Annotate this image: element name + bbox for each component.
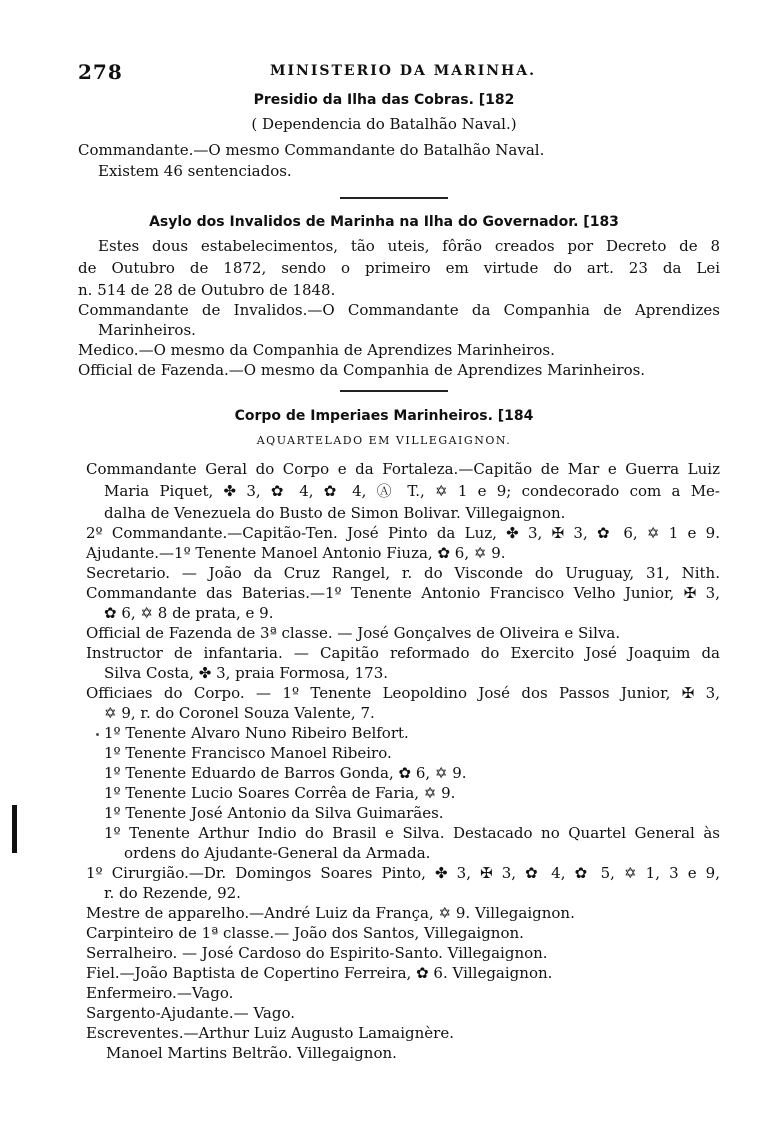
corpo-line: ordens do Ajudante-General da Armada. xyxy=(124,844,431,862)
corpo-line: Manoel Martins Beltrão. Villegaignon. xyxy=(106,1044,397,1062)
section-divider xyxy=(340,197,448,199)
corpo-line: 1º Tenente Francisco Manoel Ribeiro. xyxy=(104,744,392,762)
corpo-line: ✿ 6, ✡ 8 de prata, e 9. xyxy=(104,604,274,622)
presidio-sentenciados-line: Existem 46 sentenciados. xyxy=(98,162,292,180)
margin-mark xyxy=(12,805,17,853)
corpo-line: 1º Tenente Eduardo de Barros Gonda, ✿ 6, ✡ 9. xyxy=(104,764,467,782)
asylo-medico-line: Medico.—O mesmo da Companhia de Aprendizes Marinheiros. xyxy=(78,341,555,359)
corpo-line: Ajudante.—1º Tenente Manoel Antonio Fiuza, ✿ 6, ✡ 9. xyxy=(86,544,506,562)
corpo-line: Enfermeiro.—Vago. xyxy=(86,984,234,1002)
corpo-line: Commandante Geral do Corpo e da Fortaleza.—Capitão de Mar e Guerra Luiz xyxy=(86,460,720,478)
section-title-presidio: Presidio da Ilha das Cobras. [182 xyxy=(253,92,515,108)
corpo-line: 1º Tenente Arthur Indio do Brasil e Silva. Destacado no Quartel General às xyxy=(104,824,720,842)
section-subtitle-presidio: ( Dependencia do Batalhão Naval.) xyxy=(251,115,517,133)
section-title-asylo: Asylo dos Invalidos de Marinha na Ilha do Governador. [183 xyxy=(149,214,619,230)
corpo-line: Escreventes.—Arthur Luiz Augusto Lamaignère. xyxy=(86,1024,454,1042)
corpo-line: 1º Cirurgião.—Dr. Domingos Soares Pinto, ✤ 3, ✠ 3, ✿ 4, ✿ 5, ✡ 1, 3 e 9, xyxy=(86,864,720,882)
asylo-official-line: Official de Fazenda.—O mesmo da Companhia de Aprendizes Marinheiros. xyxy=(78,361,646,379)
corpo-line: dalha de Venezuela do Busto de Simon Bolivar. Villegaignon. xyxy=(104,504,566,522)
page-number: 278 xyxy=(78,60,123,84)
corpo-line: 2º Commandante.—Capitão-Ten. José Pinto da Luz, ✤ 3, ✠ 3, ✿ 6, ✡ 1 e 9. xyxy=(86,524,720,542)
page-header xyxy=(78,60,728,84)
asylo-text-line: Marinheiros. xyxy=(98,321,196,339)
corpo-line: ✡ 9, r. do Coronel Souza Valente, 7. xyxy=(104,704,375,722)
corpo-line: Sargento-Ajudante.— Vago. xyxy=(86,1004,295,1022)
corpo-line: r. do Rezende, 92. xyxy=(104,884,241,902)
corpo-line: Silva Costa, ✤ 3, praia Formosa, 173. xyxy=(104,664,389,682)
section-divider xyxy=(340,390,448,392)
asylo-text-line: Estes dous estabelecimentos, tão uteis, fôrão creados por Decreto de 8 xyxy=(98,237,720,255)
corpo-line: Officiaes do Corpo. — 1º Tenente Leopoldino José dos Passos Junior, ✠ 3, xyxy=(86,684,720,702)
asylo-text-line: de Outubro de 1872, sendo o primeiro em virtude do art. 23 da Lei xyxy=(78,259,720,277)
asylo-commandante-line: Commandante de Invalidos.—O Commandante da Companhia de Aprendizes xyxy=(78,301,720,319)
corpo-line: Carpinteiro de 1ª classe.— João dos Santos, Villegaignon. xyxy=(86,924,524,942)
corpo-line: Serralheiro. — José Cardoso do Espirito-Santo. Villegaignon. xyxy=(86,944,548,962)
presidio-commandante-line: Commandante.—O mesmo Commandante do Batalhão Naval. xyxy=(78,141,545,159)
ink-speck xyxy=(96,733,99,736)
corpo-line: Fiel.—João Baptista de Copertino Ferreira, ✿ 6. Villegaignon. xyxy=(86,964,553,982)
corpo-line: Maria Piquet, ✤ 3, ✿ 4, ✿ 4, Ⓐ T., ✡ 1 e 9; condecorado com a Me- xyxy=(104,482,720,500)
corpo-line: 1º Tenente Lucio Soares Corrêa de Faria, ✡ 9. xyxy=(104,784,456,802)
corpo-line: Commandante das Baterias.—1º Tenente Antonio Francisco Velho Junior, ✠ 3, xyxy=(86,584,720,602)
section-subtitle-corpo: AQUARTELADO EM VILLEGAIGNON. xyxy=(256,434,512,447)
corpo-line: 1º Tenente Alvaro Nuno Ribeiro Belfort. xyxy=(104,724,409,742)
section-title-corpo: Corpo de Imperiaes Marinheiros. [184 xyxy=(234,408,534,424)
corpo-line: Mestre de apparelho.—André Luiz da França, ✡ 9. Villegaignon. xyxy=(86,904,575,922)
running-title: MINISTERIO DA MARINHA. xyxy=(269,63,537,79)
corpo-line: Official de Fazenda de 3ª classe. — José Gonçalves de Oliveira e Silva. xyxy=(86,624,621,642)
corpo-line: Instructor de infantaria. — Capitão reformado do Exercito José Joaquim da xyxy=(86,644,720,662)
asylo-text-line: n. 514 de 28 de Outubro de 1848. xyxy=(78,281,336,299)
corpo-line: Secretario. — João da Cruz Rangel, r. do Visconde do Uruguay, 31, Nith. xyxy=(86,564,720,582)
corpo-line: 1º Tenente José Antonio da Silva Guimarães. xyxy=(104,804,444,822)
